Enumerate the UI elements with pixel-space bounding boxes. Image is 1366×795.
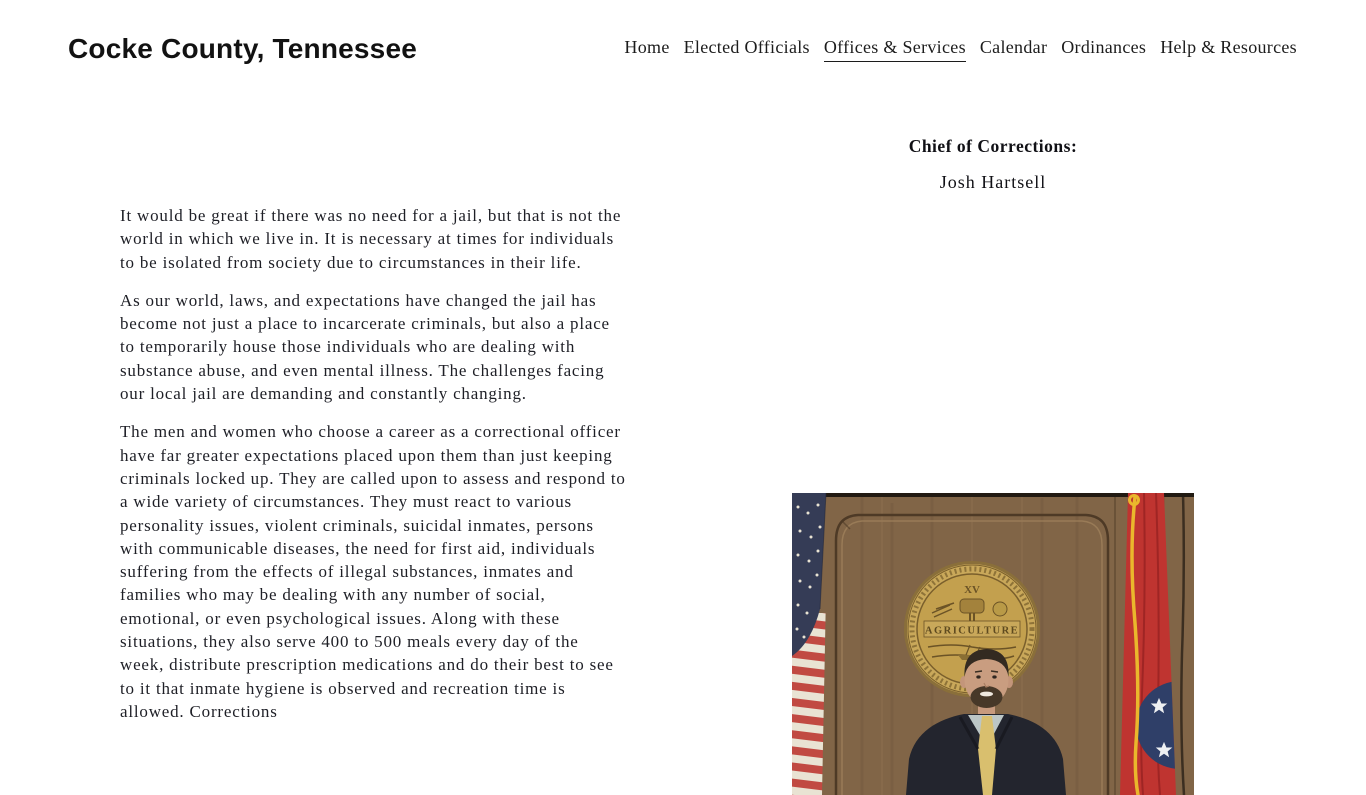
us-flag <box>792 493 828 795</box>
jail-description-text <box>120 204 626 738</box>
paragraph-jail-need: It would be great if there was no need for a jail, but that is not the world in which we live in. It is necessary at times for individuals to be isolated from society due to circumstances in their life. <box>120 206 622 272</box>
paragraph-jail-role: As our world, laws, and expectations have changed the jail has become not just a place to incarcerate criminals, but also a place to temporarily house those individuals who are dealing with substance abuse, and even mental illness. The challenges facing our local jail are demanding and constantly changing. <box>120 290 610 404</box>
site-header <box>0 0 1366 100</box>
nav-item-ordinances[interactable]: Ordinances <box>1061 37 1147 57</box>
site-title[interactable]: Cocke County, Tennessee <box>68 33 417 64</box>
nav-item-elected-officials[interactable]: Elected Officials <box>683 37 810 57</box>
nav-item-help-resources[interactable]: Help & Resources <box>1160 37 1297 57</box>
paragraph-officer-duties: The men and women who choose a career as a correctional officer have far greater expectations placed upon them than just keeping criminals locked up. They are called upon to assess and respond to a wide variety of circumstances. They must react to various personality issues, violent criminals, suicidal inmates, persons with communicable diseases, the need for first aid, individuals suffering from the effects of illegal substances, inmates and families who may be dealing with any number of social, emotional, or even psychological issues. Along with these situations, they also serve 400 to 500 meals every day of the week, distribute prescription medications and do their best to see to it that inmate hygiene is observed and recreation time is allowed. Corrections <box>120 422 626 721</box>
nav-item-home[interactable]: Home <box>624 37 670 57</box>
chief-sidebar <box>792 136 1194 193</box>
main-nav <box>624 37 1297 62</box>
nav-item-calendar[interactable]: Calendar <box>979 37 1048 57</box>
seal-banner-text: AGRICULTURE <box>924 625 1020 637</box>
chief-photo <box>792 493 1194 795</box>
chief-role-heading: Chief of Corrections: <box>908 136 1078 156</box>
nav-item-offices-services[interactable]: Offices & Services <box>824 37 966 62</box>
chief-name: Josh Hartsell <box>939 172 1047 192</box>
seal-numeral-text: XV <box>964 584 980 596</box>
